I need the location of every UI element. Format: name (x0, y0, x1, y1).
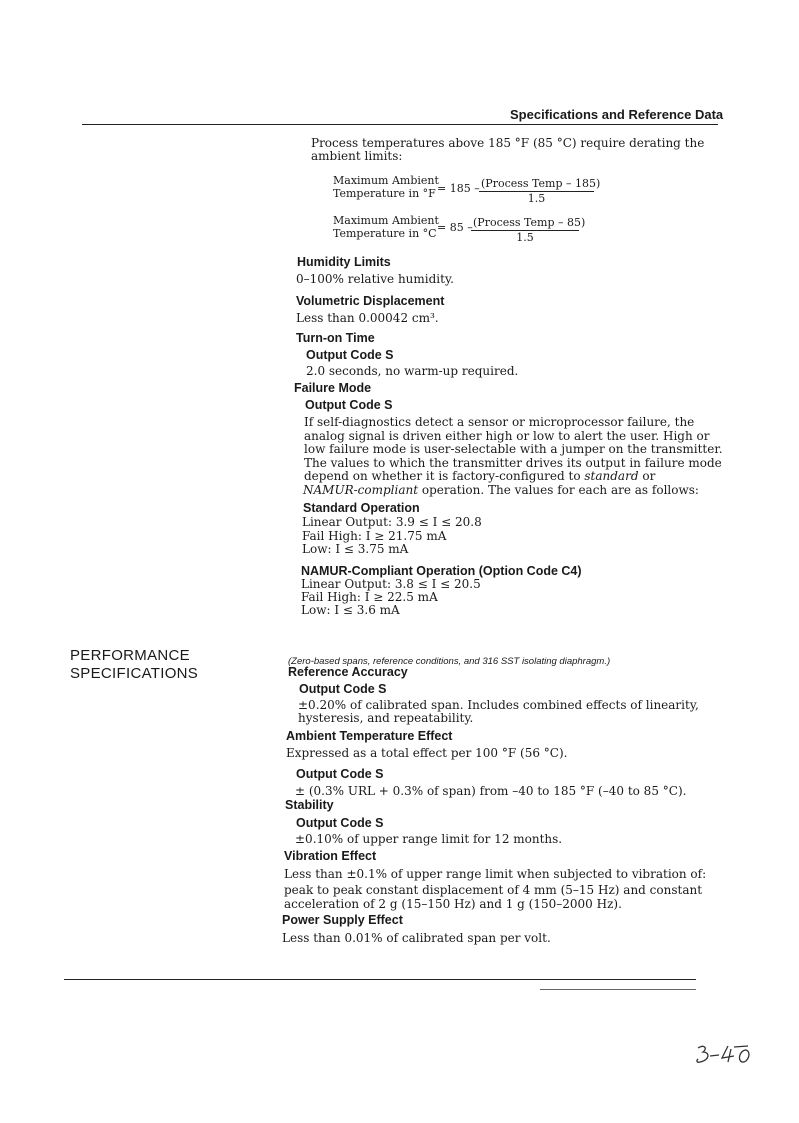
power-heading: Power Supply Effect (282, 913, 403, 927)
ambient-text2: ± (0.3% URL + 0.3% of span) from –40 to 185 °F (–40 to 85 °C). (295, 784, 687, 798)
volumetric-text: Less than 0.00042 cm³. (296, 311, 439, 325)
failure-line: The values to which the transmitter drives its output in failure mode (304, 456, 722, 470)
formula-c-label: Maximum Ambient Temperature in °C (333, 214, 439, 240)
formula-c-equals: = 85 – (437, 221, 473, 234)
derating-intro-line2: ambient limits: (311, 149, 403, 163)
ambient-sub: Output Code S (296, 767, 384, 781)
handwritten-page-number (690, 1040, 760, 1070)
reference-line: hysteresis, and repeatability. (298, 711, 474, 725)
turnon-sub: Output Code S (306, 348, 394, 362)
performance-side-heading: PERFORMANCE SPECIFICATIONS (70, 647, 199, 682)
formula-c-numerator: (Process Temp – 85) (473, 216, 586, 229)
vibration-heading: Vibration Effect (284, 849, 377, 863)
reference-heading: Reference Accuracy (288, 665, 408, 679)
stability-text: ±0.10% of upper range limit for 12 months. (295, 832, 563, 846)
formula-f-fraction (479, 177, 601, 205)
vibration-line: acceleration of 2 g (15–150 Hz) and 1 g (150–2000 Hz). (284, 897, 622, 911)
standard-line: Fail High: I ≥ 21.75 mA (302, 529, 447, 543)
failure-line: NAMUR-compliant operation. The values for each are as follows: (303, 483, 699, 497)
volumetric-heading: Volumetric Displacement (296, 294, 445, 308)
failure-line: depend on whether it is factory-configured to standard or (304, 469, 656, 483)
turnon-heading: Turn-on Time (296, 331, 375, 345)
turnon-text: 2.0 seconds, no warm-up required. (306, 364, 519, 378)
reference-line: ±0.20% of calibrated span. Includes combined effects of linearity, (298, 698, 699, 712)
header-title: Specifications and Reference Data (510, 107, 724, 122)
reference-sub: Output Code S (299, 682, 387, 696)
failure-line: If self-diagnostics detect a sensor or microprocessor failure, the (304, 415, 695, 429)
failure-line: low failure mode is user-selectable with a jumper on the transmitter. (304, 442, 723, 456)
stability-sub: Output Code S (296, 816, 384, 830)
standard-line: Low: I ≤ 3.75 mA (302, 542, 409, 556)
derating-intro-line1: Process temperatures above 185 °F (85 °C) require derating the (311, 136, 705, 150)
namur-line: Fail High: I ≥ 22.5 mA (301, 590, 438, 604)
formula-f-label: Maximum Ambient Temperature in °F (333, 174, 439, 200)
formula-c-fraction (471, 216, 586, 244)
stability-heading: Stability (285, 798, 334, 812)
failure-heading: Failure Mode (294, 381, 372, 395)
namur-line: Low: I ≤ 3.6 mA (301, 603, 400, 617)
humidity-text: 0–100% relative humidity. (296, 272, 454, 286)
ambient-heading: Ambient Temperature Effect (286, 729, 453, 743)
power-text: Less than 0.01% of calibrated span per volt. (282, 931, 551, 945)
footer-rule-short (540, 989, 696, 990)
vibration-line: peak to peak constant displacement of 4 mm (5–15 Hz) and constant (284, 883, 703, 897)
formula-f-denominator: 1.5 (527, 192, 546, 205)
performance-note: (Zero-based spans, reference conditions, and 316 SST isolating diaphragm.) (288, 656, 611, 667)
failure-sub: Output Code S (305, 398, 393, 412)
humidity-heading: Humidity Limits (297, 255, 391, 269)
vibration-line: Less than ±0.1% of upper range limit when subjected to vibration of: (284, 867, 707, 881)
header-rule (82, 124, 718, 125)
namur-heading: NAMUR-Compliant Operation (Option Code C4) (301, 564, 582, 578)
standard-line: Linear Output: 3.9 ≤ I ≤ 20.8 (302, 515, 482, 529)
standard-heading: Standard Operation (303, 501, 420, 515)
ambient-text: Expressed as a total effect per 100 °F (56 °C). (286, 746, 568, 760)
formula-f-equals: = 185 – (437, 182, 480, 195)
failure-line: analog signal is driven either high or low to alert the user. High or (304, 429, 710, 443)
formula-f-numerator: (Process Temp – 185) (481, 177, 601, 190)
footer-rule (64, 979, 696, 980)
namur-line: Linear Output: 3.8 ≤ I ≤ 20.5 (301, 577, 481, 591)
formula-c-denominator: 1.5 (516, 231, 534, 244)
